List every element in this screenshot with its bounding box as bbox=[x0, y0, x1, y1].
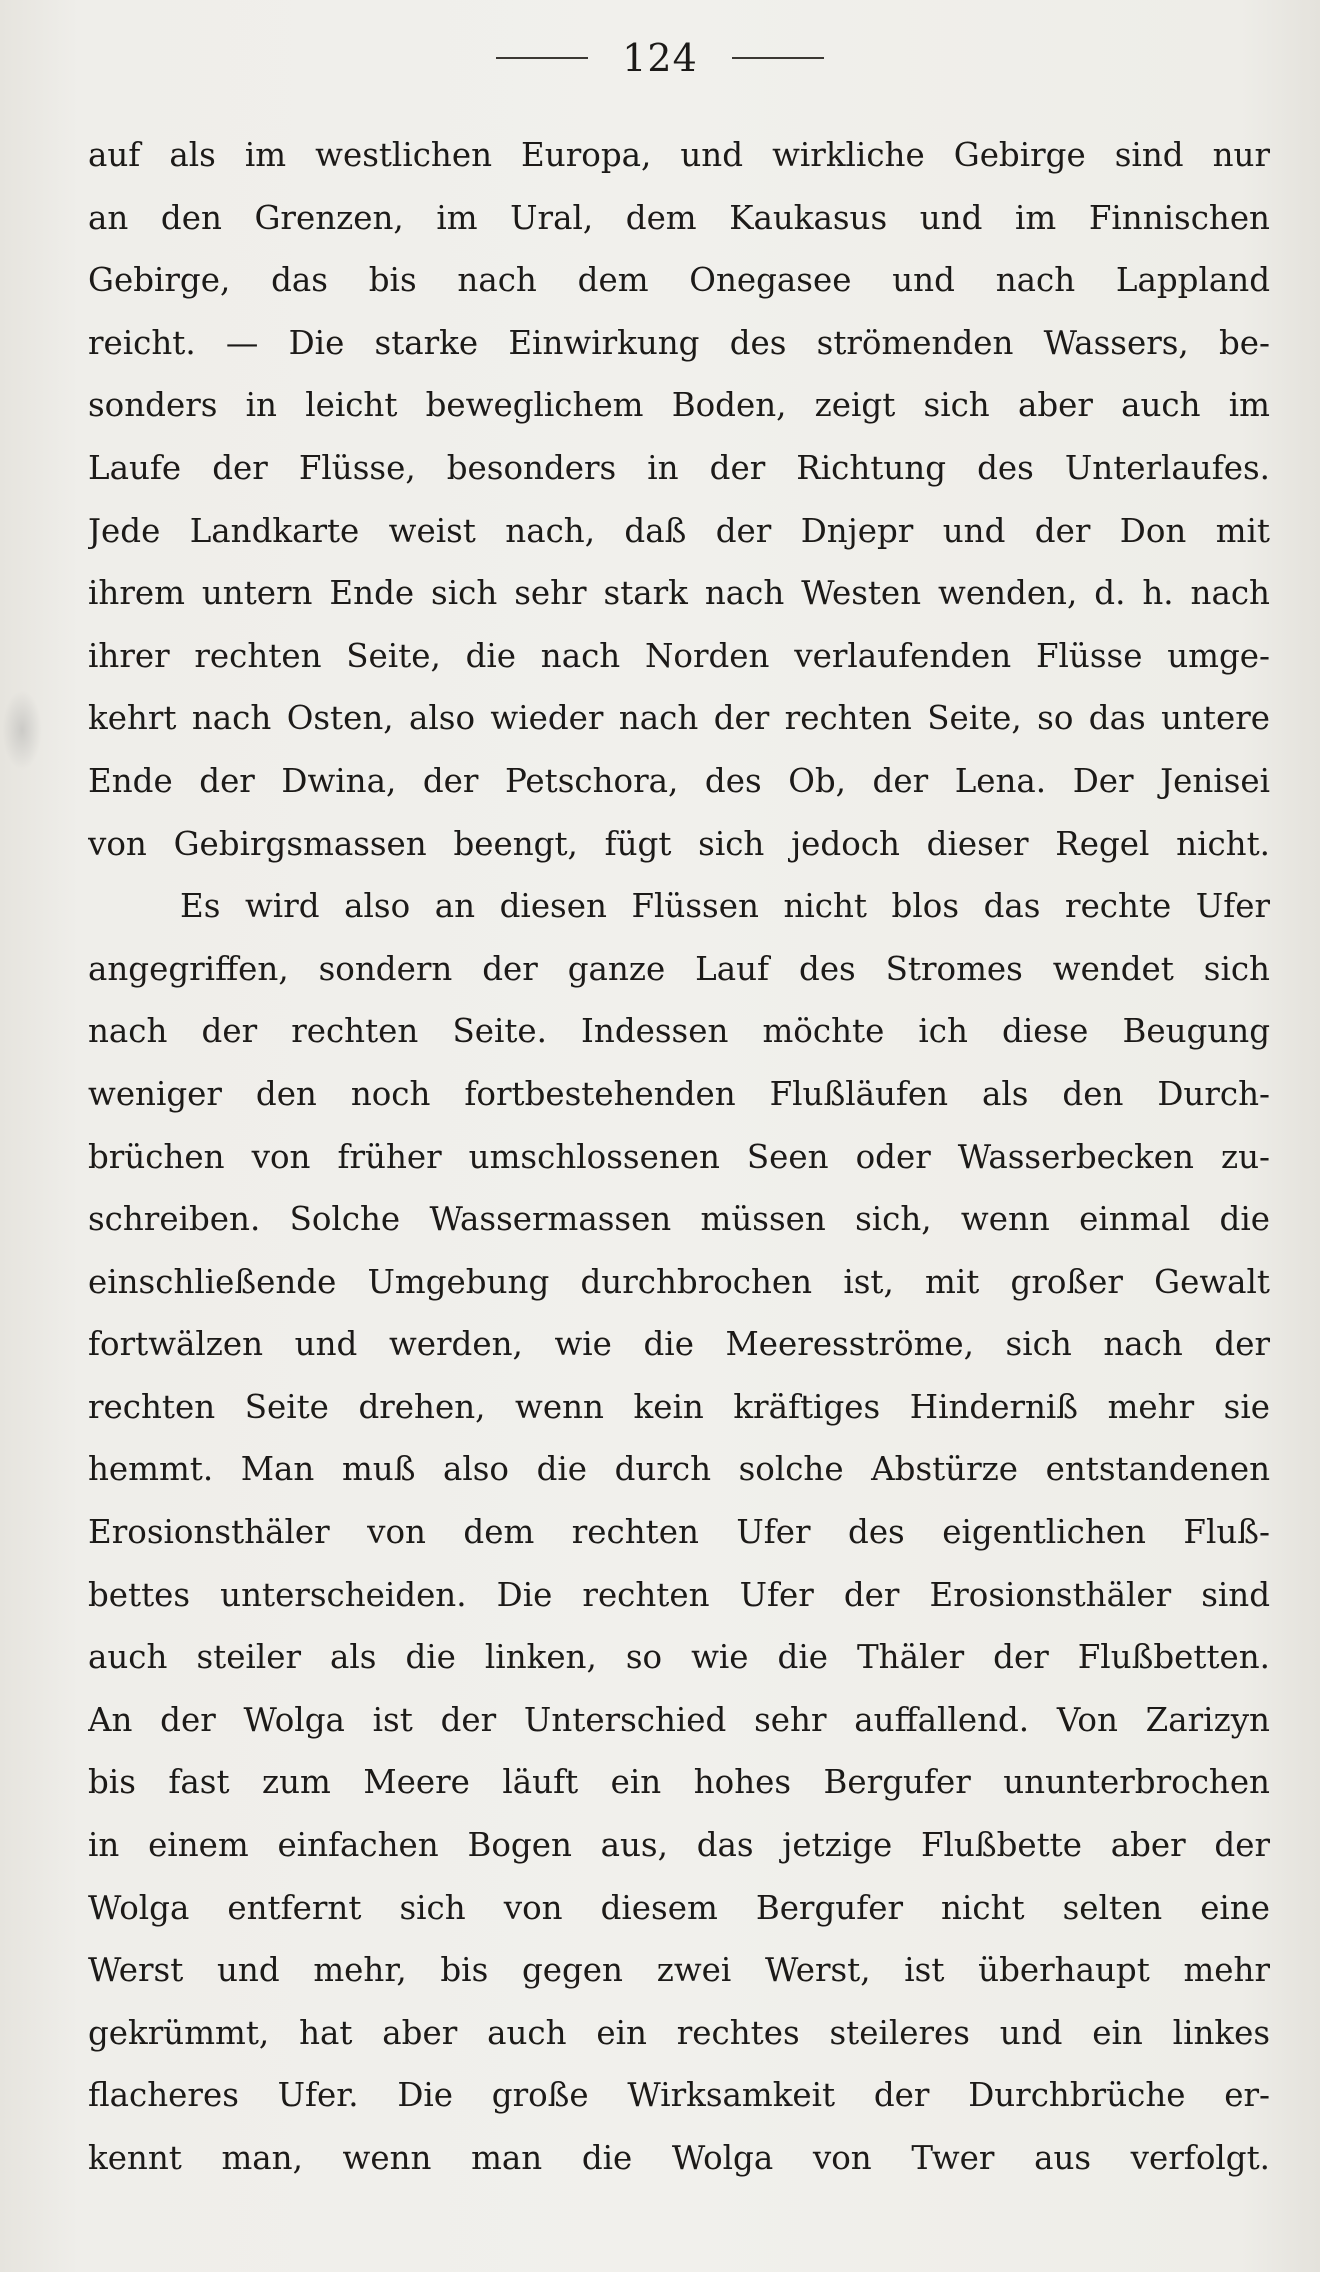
page-header bbox=[0, 30, 1320, 86]
paper-stain bbox=[2, 690, 42, 770]
text-line: Jede Landkarte weist nach, daß der Dnjepr und der Don mit bbox=[88, 511, 1270, 550]
text-line: Gebirge, das bis nach dem Onegasee und nach Lappland bbox=[88, 261, 1270, 300]
text-line: reicht. — Die starke Einwirkung des strömenden Wassers, be- bbox=[88, 323, 1270, 362]
text-line: auf als im westlichen Europa, und wirkliche Gebirge sind nur bbox=[88, 136, 1270, 174]
text-line: kehrt nach Osten, also wieder nach der rechten Seite, so das untere bbox=[88, 699, 1270, 738]
page-number: 124 bbox=[622, 36, 698, 80]
text-line: ihrer rechten Seite, die nach Norden verlaufenden Flüsse umge- bbox=[88, 636, 1270, 675]
text-line: Ende der Dwina, der Petschora, des Ob, der Lena. Der Jenisei bbox=[88, 761, 1270, 800]
text-line: An der Wolga ist der Unterschied sehr auffallend. Von Zarizyn bbox=[88, 1700, 1270, 1739]
text-line: einschließende Umgebung durchbrochen ist, mit großer Gewalt bbox=[88, 1262, 1270, 1301]
text-line: Werst und mehr, bis gegen zwei Werst, ist überhaupt mehr bbox=[88, 1951, 1270, 1990]
body-text bbox=[88, 124, 1270, 2190]
text-line: in einem einfachen Bogen aus, das jetzige Flußbette aber der bbox=[88, 1826, 1270, 1865]
text-line: Wolga entfernt sich von diesem Bergufer nicht selten eine bbox=[88, 1888, 1270, 1927]
text-line: auch steiler als die linken, so wie die Thäler der Flußbetten. bbox=[88, 1638, 1270, 1677]
text-line: Laufe der Flüsse, besonders in der Richtung des Unterlaufes. bbox=[88, 448, 1270, 487]
text-line: sonders in leicht beweglichem Boden, zeigt sich aber auch im bbox=[88, 386, 1270, 425]
header-rule-left bbox=[496, 57, 588, 59]
text-line: weniger den noch fortbestehenden Flußläufen als den Durch- bbox=[88, 1074, 1270, 1113]
text-line: angegriffen, sondern der ganze Lauf des Stromes wendet sich bbox=[88, 949, 1270, 988]
text-line: Erosionsthäler von dem rechten Ufer des eigentlichen Fluß- bbox=[88, 1513, 1270, 1552]
text-line: gekrümmt, hat aber auch ein rechtes steileres und ein linkes bbox=[88, 2013, 1270, 2052]
text-line: bettes unterscheiden. Die rechten Ufer der Erosionsthäler sind bbox=[88, 1575, 1270, 1614]
text-line: brüchen von früher umschlossenen Seen oder Wasserbecken zu- bbox=[88, 1137, 1270, 1176]
text-line: bis fast zum Meere läuft ein hohes Bergufer ununterbrochen bbox=[88, 1763, 1270, 1802]
text-line: fortwälzen und werden, wie die Meeresströme, sich nach der bbox=[88, 1325, 1270, 1364]
text-line: flacheres Ufer. Die große Wirksamkeit der Durchbrüche er- bbox=[88, 2076, 1270, 2115]
text-line: hemmt. Man muß also die durch solche Abstürze entstandenen bbox=[88, 1450, 1270, 1489]
text-line: von Gebirgsmassen beengt, fügt sich jedoch dieser Regel nicht. bbox=[88, 824, 1270, 863]
header-rule-right bbox=[732, 57, 824, 59]
text-line: kennt man, wenn man die Wolga von Twer aus verfolgt. bbox=[88, 2139, 1270, 2177]
text-line: Es wird also an diesen Flüssen nicht blos das rechte Ufer bbox=[180, 887, 1270, 926]
text-line: an den Grenzen, im Ural, dem Kaukasus und im Finnischen bbox=[88, 198, 1270, 237]
text-line: rechten Seite drehen, wenn kein kräftiges Hinderniß mehr sie bbox=[88, 1387, 1270, 1426]
text-line: nach der rechten Seite. Indessen möchte ich diese Beugung bbox=[88, 1012, 1270, 1051]
text-line: ihrem untern Ende sich sehr stark nach Westen wenden, d. h. nach bbox=[88, 574, 1270, 613]
text-line: schreiben. Solche Wassermassen müssen sich, wenn einmal die bbox=[88, 1200, 1270, 1239]
